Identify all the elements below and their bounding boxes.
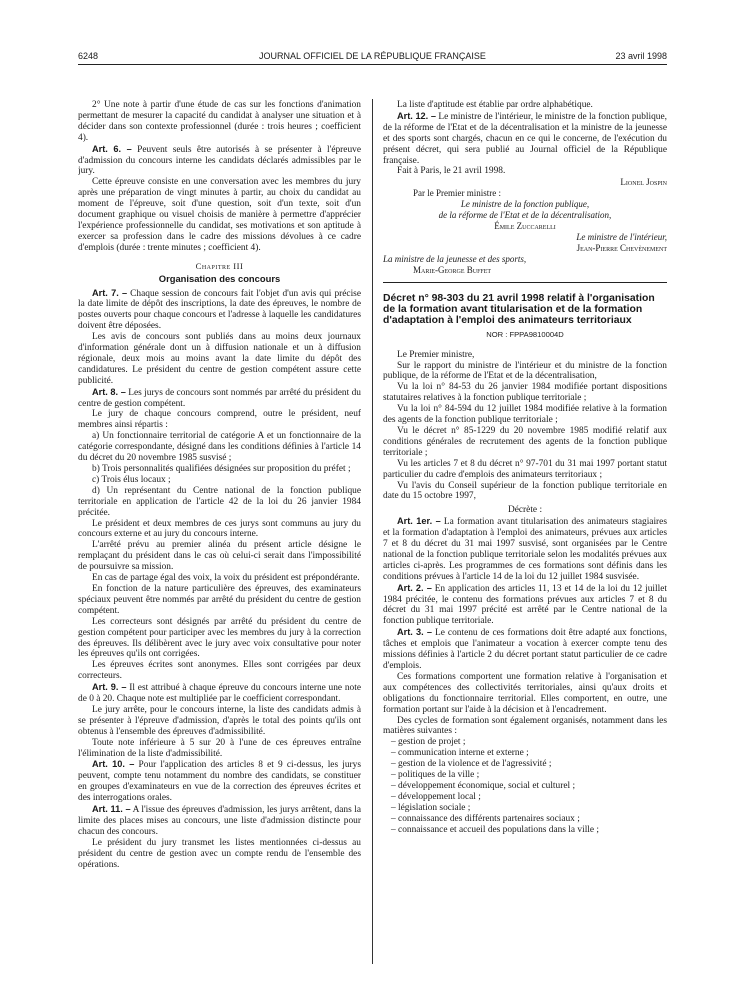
paragraph: 2° Une note à partir d'une étude de cas sur les fonctions d'animation permettant de mesurer la capacité du candidat à analyser une situation et à décider dans son contexte professionnel (durée : trois heures ; coefficient 4).	[78, 100, 361, 143]
paragraph: Les épreuves écrites sont anonymes. Elles sont corrigées par deux correcteurs.	[78, 660, 361, 682]
paragraph: Le Premier ministre,	[397, 349, 475, 360]
page-number: 6248	[78, 51, 99, 61]
decrete-heading: Décrète :	[507, 505, 543, 516]
page-header	[78, 51, 667, 65]
minister-title: La ministre de la jeunesse et des sports,	[383, 253, 527, 264]
article-7: Art. 7. – Chaque session de concours fait l'objet d'un avis qui précise la date limite de dépôt des inscriptions, la date des épreuves, le nombre de postes ouverts pour chaque concours et l'adresse à laquelle les candidatures doivent être déposées.	[78, 287, 361, 332]
paragraph: Toute note inférieure à 5 sur 20 à l'une de ces épreuves entraîne l'élimination de la liste d'admissibilité.	[78, 737, 361, 759]
left-column	[78, 100, 361, 871]
article-10: Art. 10. – Pour l'application des articles 8 et 9 ci-dessus, les jurys peuvent, compte tenu notamment du nombre des candidats, se constituer en groupes d'examinateurs en vue de la correction des épreuves écrites et des interrogations orales.	[78, 759, 361, 804]
paragraph: Le président et deux membres de ces jurys sont communs au jury du concours externe et au jury du concours interne.	[78, 518, 361, 540]
decree-title: Décret n° 98-303 du 21 avril 1998 relatif à l'organisation de la formation avant titularisation et de la formation d'adaptation à l'emploi des animateurs territoriaux	[383, 292, 655, 327]
signature-caption: Par le Premier ministre :	[413, 188, 501, 199]
list-item: – communication interne et externe ;	[391, 748, 529, 759]
signing-place-date: Fait à Paris, le 21 avril 1998.	[397, 166, 506, 177]
minister-title: de la réforme de l'Etat et de la décentralisation,	[438, 210, 612, 221]
article-8: Art. 8. – Les jurys de concours sont nommés par arrêté du président du centre de gestion compétent.	[78, 386, 361, 409]
paragraph: Des cycles de formation sont également organisés, notamment dans les matières suivantes :	[383, 715, 667, 737]
paragraph: L'arrêté prévu au premier alinéa du présent article désigne le remplaçant du président dans le cas où celui-ci serait dans l'impossibilité de poursuivre sa mission.	[78, 540, 361, 573]
journal-title: JOURNAL OFFICIEL DE LA RÉPUBLIQUE FRANÇAISE	[259, 51, 486, 61]
nor-reference: NOR : FPPA9810004D	[486, 329, 564, 339]
paragraph: Cette épreuve consiste en une conversation avec les membres du jury après une préparation de vingt minutes à partir, au choix du candidat au moment de l'épreuve, soit d'une question, soit d'un texte, soit d'un document graphique ou visuel choisis de manière à permettre d'apprécier l'expérience professionnelle du candidat, ses motivations et son aptitude à exercer sa profession dans le cadre des missions dévolues à ce cadre d'emplois (durée : trente minutes ; coefficient 4).	[78, 177, 361, 253]
list-item: – gestion de projet ;	[391, 737, 466, 748]
paragraph: Vu l'avis du Conseil supérieur de la fonction publique territoriale en date du 15 octobre 1997,	[383, 480, 667, 502]
article-label: Art. 11. –	[92, 804, 131, 815]
list-item: – politiques de la ville ;	[391, 770, 480, 781]
article-1: Art. 1er. – La formation avant titularisation des animateurs stagiaires et la formation d'adaptation à l'emploi des animateurs, prévues aux articles 7 et 8 du décret du 31 mai 1997 susvisé, sont organisées par le Centre national de la fonction publique territoriale selon les modalités prévues aux articles ci-après. Les programmes de ces formations sont définis dans les conditions prévues à l'article 14 de la loi du 12 juillet 1984 susvisée.	[383, 516, 667, 582]
header-rule	[78, 64, 667, 65]
paragraph: Le jury de chaque concours comprend, outre le président, neuf membres ainsi répartis :	[78, 409, 361, 431]
list-item: – développement local ;	[391, 791, 481, 802]
paragraph: Sur le rapport du ministre de l'intérieur et du ministre de la fonction publique, de la réforme de l'Etat et de la décentralisation,	[383, 360, 667, 382]
list-item: – développement économique, social et culturel ;	[391, 780, 576, 791]
paragraph: Vu la loi n° 84-53 du 26 janvier 1984 modifiée portant dispositions statutaires relatives à la fonction publique territoriale ;	[383, 382, 667, 404]
minister-title: Le ministre de la fonction publique,	[460, 199, 590, 210]
article-2: Art. 2. – En application des articles 11, 13 et 14 de la loi du 12 juillet 1984 précitée, le contenu des formations prévues aux articles 7 et 8 du décret du 31 mai 1997 précité est arrêté par le Centre national de la fonction publique territoriale.	[383, 582, 667, 627]
article-label: Art. 10. –	[92, 759, 135, 770]
article-6: Art. 6. – Peuvent seuls être autorisés à se présenter à l'épreuve d'admission du concours interne les candidats déclarés admissibles par le jury.	[78, 143, 361, 177]
list-item: – gestion de la violence et de l'agressivité ;	[391, 759, 552, 770]
article-label: Art. 3. –	[397, 627, 433, 638]
signature-minister: Jean-Pierre Chevènement	[576, 242, 667, 253]
section-heading: Organisation des concours	[158, 272, 281, 284]
paragraph: Les avis de concours sont publiés dans au moins deux journaux d'information générale dont un à diffusion nationale et un à diffusion régionale, deux mois au moins avant la date limite du dépôt des candidatures. Le président du centre de gestion compétent assure cette publicité.	[78, 332, 361, 386]
chapter-heading: Chapitre III	[195, 260, 244, 271]
paragraph: Vu le décret n° 85-1229 du 20 novembre 1985 modifié relatif aux conditions générales de recrutement des agents de la fonction publique territoriale ;	[383, 425, 667, 458]
section-separator	[383, 282, 667, 283]
paragraph: Le président du jury transmet les listes mentionnées ci-dessus au président du centre de gestion avec un compte rendu de l'ensemble des opérations.	[78, 837, 361, 870]
signature-prime-minister: Lionel Jospin	[620, 177, 667, 188]
list-item: – législation sociale ;	[391, 802, 471, 813]
list-item: – connaissance des différents partenaires sociaux ;	[391, 813, 580, 824]
paragraph: La liste d'aptitude est établie par ordre alphabétique.	[397, 100, 593, 110]
paragraph: Le jury arrête, pour le concours interne, la liste des candidats admis à se présenter à l'épreuve d'admission, d'après le total des points qu'ils ont obtenus à l'ensemble des épreuves d'admissibilité.	[78, 704, 361, 737]
minister-title: Le ministre de l'intérieur,	[576, 231, 667, 242]
training-topics-list	[383, 737, 667, 835]
paragraph: Vu la loi n° 84-594 du 12 juillet 1984 modifiée relative à la formation des agents de la fonction publique territoriale ;	[383, 404, 667, 426]
paragraph: d) Un représentant du Centre national de la fonction publique territoriale en application de l'article 42 de la loi du 26 janvier 1984 précitée.	[78, 485, 361, 518]
article-label: Art. 12. –	[397, 110, 436, 121]
right-column	[383, 100, 667, 836]
publication-date: 23 avril 1998	[615, 51, 667, 61]
article-label: Art. 2. –	[397, 582, 432, 593]
paragraph: Ces formations comportent une formation relative à l'organisation et aux compétences des collectivités territoriales, ainsi qu'aux droits et obligations du fonctionnaire territorial. Elles comportent, en outre, une formation portant sur l'aide à la décision et à l'encadrement.	[383, 671, 667, 715]
signature-minister: Marie-George Buffet	[413, 264, 492, 275]
article-label: Art. 1er. –	[397, 516, 441, 527]
paragraph: Vu les articles 7 et 8 du décret n° 97-701 du 31 mai 1997 portant statut particulier du cadre d'emplois des animateurs territoriaux ;	[383, 458, 667, 480]
article-9: Art. 9. – Il est attribué à chaque épreuve du concours interne une note de 0 à 20. Chaque note est multipliée par le coefficient correspondant.	[78, 682, 361, 705]
article-12: Art. 12. – Le ministre de l'intérieur, le ministre de la fonction publique, de la réforme de l'Etat et de la décentralisation et la ministre de la jeunesse et des sports sont chargés, chacun en ce qui le concerne, de l'exécution du présent décret, qui sera publié au Journal officiel de la République française.	[383, 110, 667, 166]
paragraph: a) Un fonctionnaire territorial de catégorie A et un fonctionnaire de la catégorie correspondante, désigné dans les conditions définies à l'article 14 du décret du 20 novembre 1985 susvisé ;	[78, 431, 361, 464]
article-label: Art. 9. –	[92, 682, 127, 693]
paragraph: En fonction de la nature particulière des épreuves, des examinateurs spéciaux peuvent être nommés par arrêté du président du centre de gestion compétent.	[78, 583, 361, 616]
paragraph: b) Trois personnalités qualifiées désignées sur proposition du préfet ;	[92, 464, 351, 474]
paragraph: Les correcteurs sont désignés par arrêté du président du centre de gestion compétent pour participer avec les membres du jury à la correction des épreuves. Ils délibèrent avec le jury avec voix consultative pour noter les épreuves qu'ils ont corrigées.	[78, 616, 361, 660]
column-divider	[372, 99, 373, 964]
signature-minister: Émile Zuccarelli	[494, 220, 556, 231]
article-label: Art. 8. –	[92, 386, 126, 397]
paragraph: c) Trois élus locaux ;	[92, 474, 171, 485]
article-3: Art. 3. – Le contenu de ces formations doit être adapté aux fonctions, tâches et emplois que l'animateur a vocation à exercer compte tenu des missions définies à l'article 2 du décret portant statut particulier de ce cadre d'emplois.	[383, 627, 667, 671]
article-11: Art. 11. – A l'issue des épreuves d'admission, les jurys arrêtent, dans la limite des places mises au concours, une liste d'admission distincte pour chacun des concours.	[78, 804, 361, 837]
paragraph: En cas de partage égal des voix, la voix du président est prépondérante.	[92, 573, 360, 584]
article-label: Art. 6. –	[92, 143, 132, 154]
article-label: Art. 7. –	[92, 287, 128, 298]
list-item: – connaissance et accueil des populations dans la ville ;	[391, 824, 600, 835]
